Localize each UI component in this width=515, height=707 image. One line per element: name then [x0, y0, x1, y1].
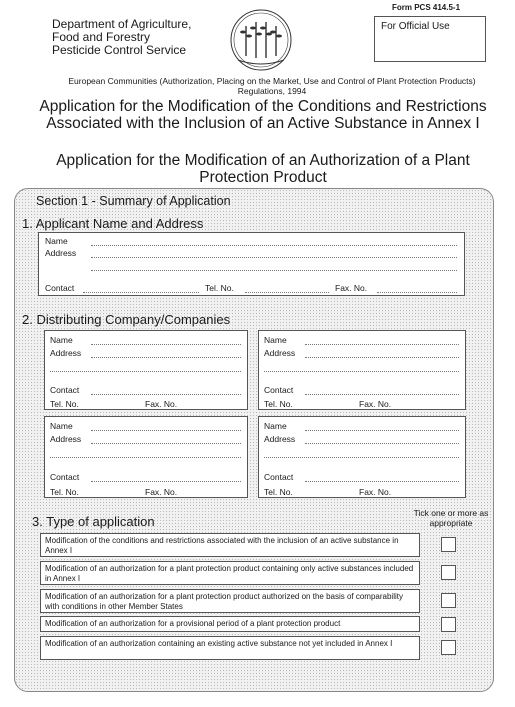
distributor-3-address-field-2[interactable]: [50, 457, 241, 458]
checkbox-modify-annex-conditions[interactable]: [441, 537, 456, 552]
distributor-3-fax-label: Fax. No.: [145, 487, 178, 497]
applicant-box: [38, 232, 465, 296]
option-modify-annex-conditions: Modification of the conditions and restrictions associated with the inclusion of an active substance in Annex I: [40, 533, 420, 557]
applicant-name-label: Name: [45, 236, 68, 246]
section-1-heading: Section 1 - Summary of Application: [36, 194, 231, 208]
distributor-3-tel-label: Tel. No.: [50, 487, 79, 497]
distributor-4-contact-label: Contact: [264, 472, 294, 482]
distributor-1-fax-label: Fax. No.: [145, 399, 178, 409]
distributor-4-address-field-2[interactable]: [264, 457, 459, 458]
applicant-fax-field[interactable]: [377, 292, 457, 293]
official-use-label: For Official Use: [381, 21, 450, 32]
distributor-1-contact-label: Contact: [50, 385, 80, 395]
distributor-4-address-label: Address: [264, 434, 296, 444]
distributor-3-address-label: Address: [50, 434, 82, 444]
applicant-address-field-1[interactable]: [91, 257, 457, 258]
distributor-2-name-label: Name: [264, 335, 287, 345]
distributor-4-contact-field[interactable]: [305, 481, 459, 482]
title-modification-conditions: Application for the Modification of the Conditions and Restrictions Associated with the Inclusion of an Active Substance in Annex I: [39, 98, 487, 132]
applicant-tel-field[interactable]: [245, 292, 329, 293]
distributor-3-contact-label: Contact: [50, 472, 80, 482]
checkbox-modify-annex-substances[interactable]: [441, 565, 456, 580]
distributor-1-address-field-2[interactable]: [50, 371, 241, 372]
distributor-2-address-field-1[interactable]: [305, 357, 459, 358]
distributor-1-address-field-1[interactable]: [91, 357, 241, 358]
distributor-3-name-label: Name: [50, 421, 73, 431]
distributor-2-fax-label: Fax. No.: [359, 399, 392, 409]
type-of-application-heading: 3. Type of application: [32, 514, 155, 529]
form-number: Form PCS 414.5-1: [392, 3, 461, 12]
distributor-2-address-field-2[interactable]: [264, 371, 459, 372]
tick-instruction: Tick one or more as appropriate: [413, 508, 489, 528]
distributor-3-name-field[interactable]: [91, 430, 241, 431]
distributor-2-contact-label: Contact: [264, 385, 294, 395]
distributor-box-2: [258, 330, 466, 410]
distributor-4-address-field-1[interactable]: [305, 443, 459, 444]
applicant-contact-field[interactable]: [83, 292, 199, 293]
applicant-address-field-2[interactable]: [91, 270, 457, 271]
department-name: [52, 18, 191, 57]
distributor-1-contact-field[interactable]: [91, 394, 241, 395]
applicant-contact-label: Contact: [45, 283, 75, 293]
distributor-4-tel-label: Tel. No.: [264, 487, 293, 497]
department-line-1: Department of Agriculture,: [52, 17, 192, 31]
department-line-2: Food and Forestry: [52, 30, 151, 44]
distributor-2-name-field[interactable]: [305, 344, 459, 345]
option-modify-annex-substances: Modification of an authorization for a plant protection product containing only active substances included in Annex I: [40, 561, 420, 585]
distributor-2-tel-label: Tel. No.: [264, 399, 293, 409]
official-use-box: [374, 16, 486, 62]
department-line-3: Pesticide Control Service: [52, 43, 187, 57]
distributor-box-4: [258, 416, 466, 498]
distributor-2-contact-field[interactable]: [305, 394, 459, 395]
checkbox-modify-provisional[interactable]: [441, 617, 456, 632]
distributor-1-name-label: Name: [50, 335, 73, 345]
distributor-box-3: [44, 416, 248, 498]
option-modify-comparability: Modification of an authorization for a plant protection product authorized on the basis of comparability with conditions in other Member States: [40, 589, 420, 613]
checkbox-modify-comparability[interactable]: [441, 593, 456, 608]
title-modification-authorization: Application for the Modification of an Authorization of a Plant Protection Product: [56, 152, 470, 186]
distributing-heading: 2. Distributing Company/Companies: [22, 312, 231, 327]
applicant-fax-label: Fax. No.: [335, 283, 368, 293]
distributor-3-address-field-1[interactable]: [91, 443, 241, 444]
distributor-1-name-field[interactable]: [91, 344, 241, 345]
distributor-4-name-label: Name: [264, 421, 287, 431]
distributor-4-name-field[interactable]: [305, 430, 459, 431]
distributor-box-1: [44, 330, 248, 410]
option-modify-provisional: Modification of an authorization for a provisional period of a plant protection product: [40, 616, 420, 632]
applicant-heading: 1. Applicant Name and Address: [22, 216, 204, 231]
applicant-address-label: Address: [45, 248, 77, 258]
distributor-2-address-label: Address: [264, 348, 296, 358]
distributor-1-address-label: Address: [50, 348, 82, 358]
distributor-4-fax-label: Fax. No.: [359, 487, 392, 497]
regulations-text: European Communities (Authorization, Placing on the Market, Use and Control of Plant Protection Products) Regulations, 1994: [68, 76, 476, 96]
distributor-3-contact-field[interactable]: [91, 481, 241, 482]
checkbox-modify-existing-substance[interactable]: [441, 640, 456, 655]
applicant-name-field[interactable]: [91, 245, 457, 246]
option-modify-existing-substance: Modification of an authorization containing an existing active substance not yet included in Annex I: [40, 636, 420, 660]
department-seal-logo: [228, 4, 294, 74]
distributor-1-tel-label: Tel. No.: [50, 399, 79, 409]
applicant-tel-label: Tel. No.: [205, 283, 234, 293]
